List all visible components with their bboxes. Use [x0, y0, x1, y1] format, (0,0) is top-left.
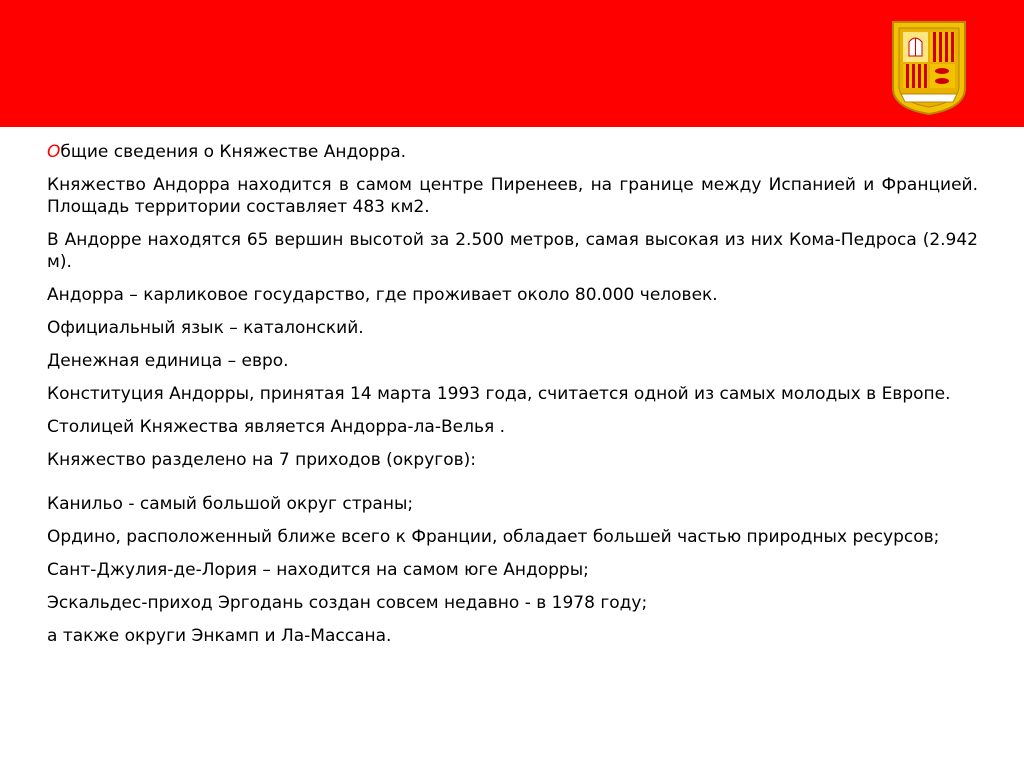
- paragraph-location: Княжество Андорра находится в самом центре Пиренеев, на границе между Испанией и Францией. Площадь территории составляет 483 км2.: [47, 175, 978, 217]
- parish-list: [47, 493, 978, 647]
- list-item: Ордино, расположенный ближе всего к Франции, обладает большей частью природных ресурсов;: [47, 527, 940, 547]
- paragraph-parishes-intro: Княжество разделено на 7 приходов (округов):: [47, 450, 476, 470]
- list-item: Эскальдес-приход Эргодань создан совсем недавно - в 1978 году;: [47, 593, 648, 613]
- list-item: а также округи Энкамп и Ла-Массана.: [47, 626, 392, 646]
- paragraph-currency: Денежная единица – евро.: [47, 351, 289, 371]
- paragraph-language: Официальный язык – каталонский.: [47, 318, 364, 338]
- paragraph-capital: Столицей Княжества является Андорра-ла-Велья .: [47, 417, 506, 437]
- list-item: Сант-Джулия-де-Лория – находится на самом юге Андорры;: [47, 560, 589, 580]
- slide-content: [47, 141, 978, 658]
- list-item: Канильо - самый большой округ страны;: [47, 494, 414, 514]
- paragraph-constitution: Конституция Андорры, принятая 14 марта 1993 года, считается одной из самых молодых в Европе.: [47, 384, 951, 404]
- heading-text: бщие сведения о Княжестве Андорра.: [60, 142, 407, 162]
- paragraph-population: Андорра – карликовое государство, где проживает около 80.000 человек.: [47, 285, 718, 305]
- andorra-coat-of-arms-icon: [887, 16, 971, 116]
- slide-heading: [47, 141, 978, 163]
- header-banner: [0, 0, 1024, 127]
- heading-first-letter: О: [47, 142, 61, 162]
- paragraph-peaks: В Андорре находятся 65 вершин высотой за 2.500 метров, самая высокая из них Кома-Педроса (2.942 м).: [47, 230, 978, 272]
